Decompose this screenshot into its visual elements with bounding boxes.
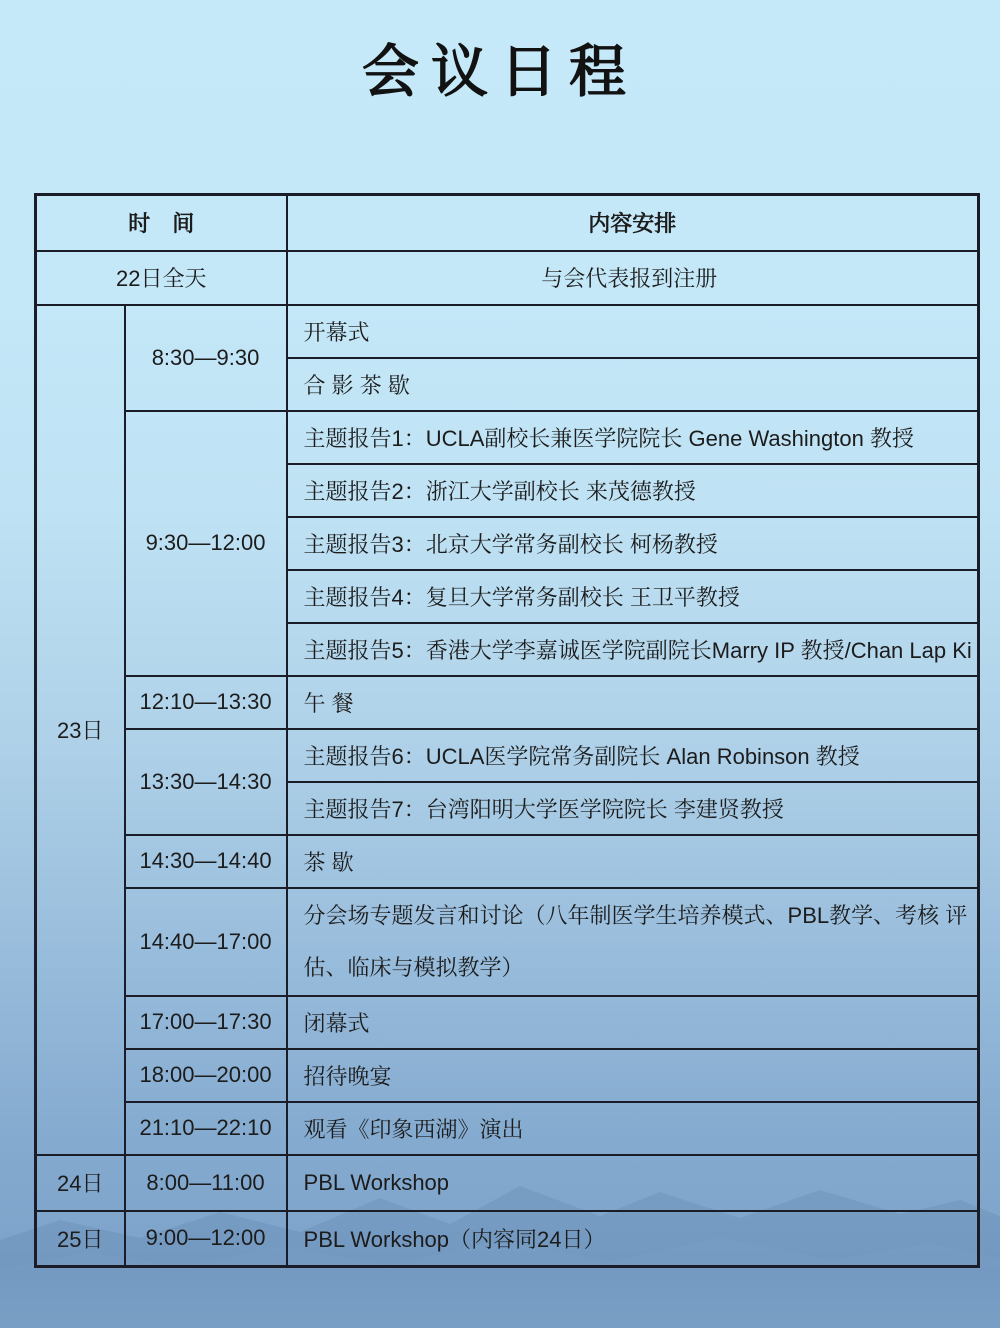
table-row bbox=[36, 1211, 979, 1267]
content-cell: 分会场专题发言和讨论（八年制医学生培养模式、PBL教学、考核 评估、临床与模拟教学） bbox=[287, 888, 979, 996]
time-cell: 17:00—17:30 bbox=[125, 996, 287, 1049]
content-cell: 茶 歇 bbox=[287, 835, 979, 888]
header-content-cell: 内容安排 bbox=[287, 195, 979, 251]
content-cell: 主题报告5：香港大学李嘉诚医学院副院长Marry IP 教授/Chan Lap Ki bbox=[287, 623, 979, 676]
table-row bbox=[36, 1102, 979, 1155]
time-cell: 14:40—17:00 bbox=[125, 888, 287, 996]
table-row bbox=[36, 996, 979, 1049]
time-cell: 13:30—14:30 bbox=[125, 729, 287, 835]
header-time-cell: 时 间 bbox=[36, 195, 287, 251]
time-cell: 21:10—22:10 bbox=[125, 1102, 287, 1155]
table-row bbox=[36, 305, 979, 358]
table-row bbox=[36, 835, 979, 888]
registration-content-cell: 与会代表报到注册 bbox=[287, 251, 979, 305]
day-cell-24: 24日 bbox=[36, 1155, 125, 1211]
time-cell: 8:00—11:00 bbox=[125, 1155, 287, 1211]
time-cell: 12:10—13:30 bbox=[125, 676, 287, 729]
table-row bbox=[36, 1049, 979, 1102]
content-cell: PBL Workshop bbox=[287, 1155, 979, 1211]
content-cell: 合 影 茶 歇 bbox=[287, 358, 979, 411]
registration-row bbox=[36, 251, 979, 305]
content-cell: 主题报告6：UCLA医学院常务副院长 Alan Robinson 教授 bbox=[287, 729, 979, 782]
content-cell: 观看《印象西湖》演出 bbox=[287, 1102, 979, 1155]
time-cell: 14:30—14:40 bbox=[125, 835, 287, 888]
registration-time-cell: 22日全天 bbox=[36, 251, 287, 305]
table-row bbox=[36, 1155, 979, 1211]
content-cell: 开幕式 bbox=[287, 305, 979, 358]
time-cell: 18:00—20:00 bbox=[125, 1049, 287, 1102]
header-row bbox=[36, 195, 979, 251]
content-cell: 主题报告2：浙江大学副校长 来茂德教授 bbox=[287, 464, 979, 517]
page-title: 会议日程 bbox=[362, 40, 638, 104]
content-cell: 招待晚宴 bbox=[287, 1049, 979, 1102]
time-cell: 8:30—9:30 bbox=[125, 305, 287, 411]
table-row bbox=[36, 676, 979, 729]
content-cell: 主题报告7：台湾阳明大学医学院院长 李建贤教授 bbox=[287, 782, 979, 835]
table-row bbox=[36, 729, 979, 782]
time-cell: 9:30—12:00 bbox=[125, 411, 287, 676]
content-cell: 主题报告1：UCLA副校长兼医学院院长 Gene Washington 教授 bbox=[287, 411, 979, 464]
content-cell: 主题报告3：北京大学常务副校长 柯杨教授 bbox=[287, 517, 979, 570]
day-cell-23: 23日 bbox=[36, 305, 125, 1155]
day-cell-25: 25日 bbox=[36, 1211, 125, 1267]
content-cell: 主题报告4：复旦大学常务副校长 王卫平教授 bbox=[287, 570, 979, 623]
content-cell: 午 餐 bbox=[287, 676, 979, 729]
table-row bbox=[36, 411, 979, 464]
table-row bbox=[36, 888, 979, 996]
time-cell: 9:00—12:00 bbox=[125, 1211, 287, 1267]
schedule-table bbox=[34, 193, 980, 1268]
content-cell: 闭幕式 bbox=[287, 996, 979, 1049]
content-cell: PBL Workshop（内容同24日） bbox=[287, 1211, 979, 1267]
